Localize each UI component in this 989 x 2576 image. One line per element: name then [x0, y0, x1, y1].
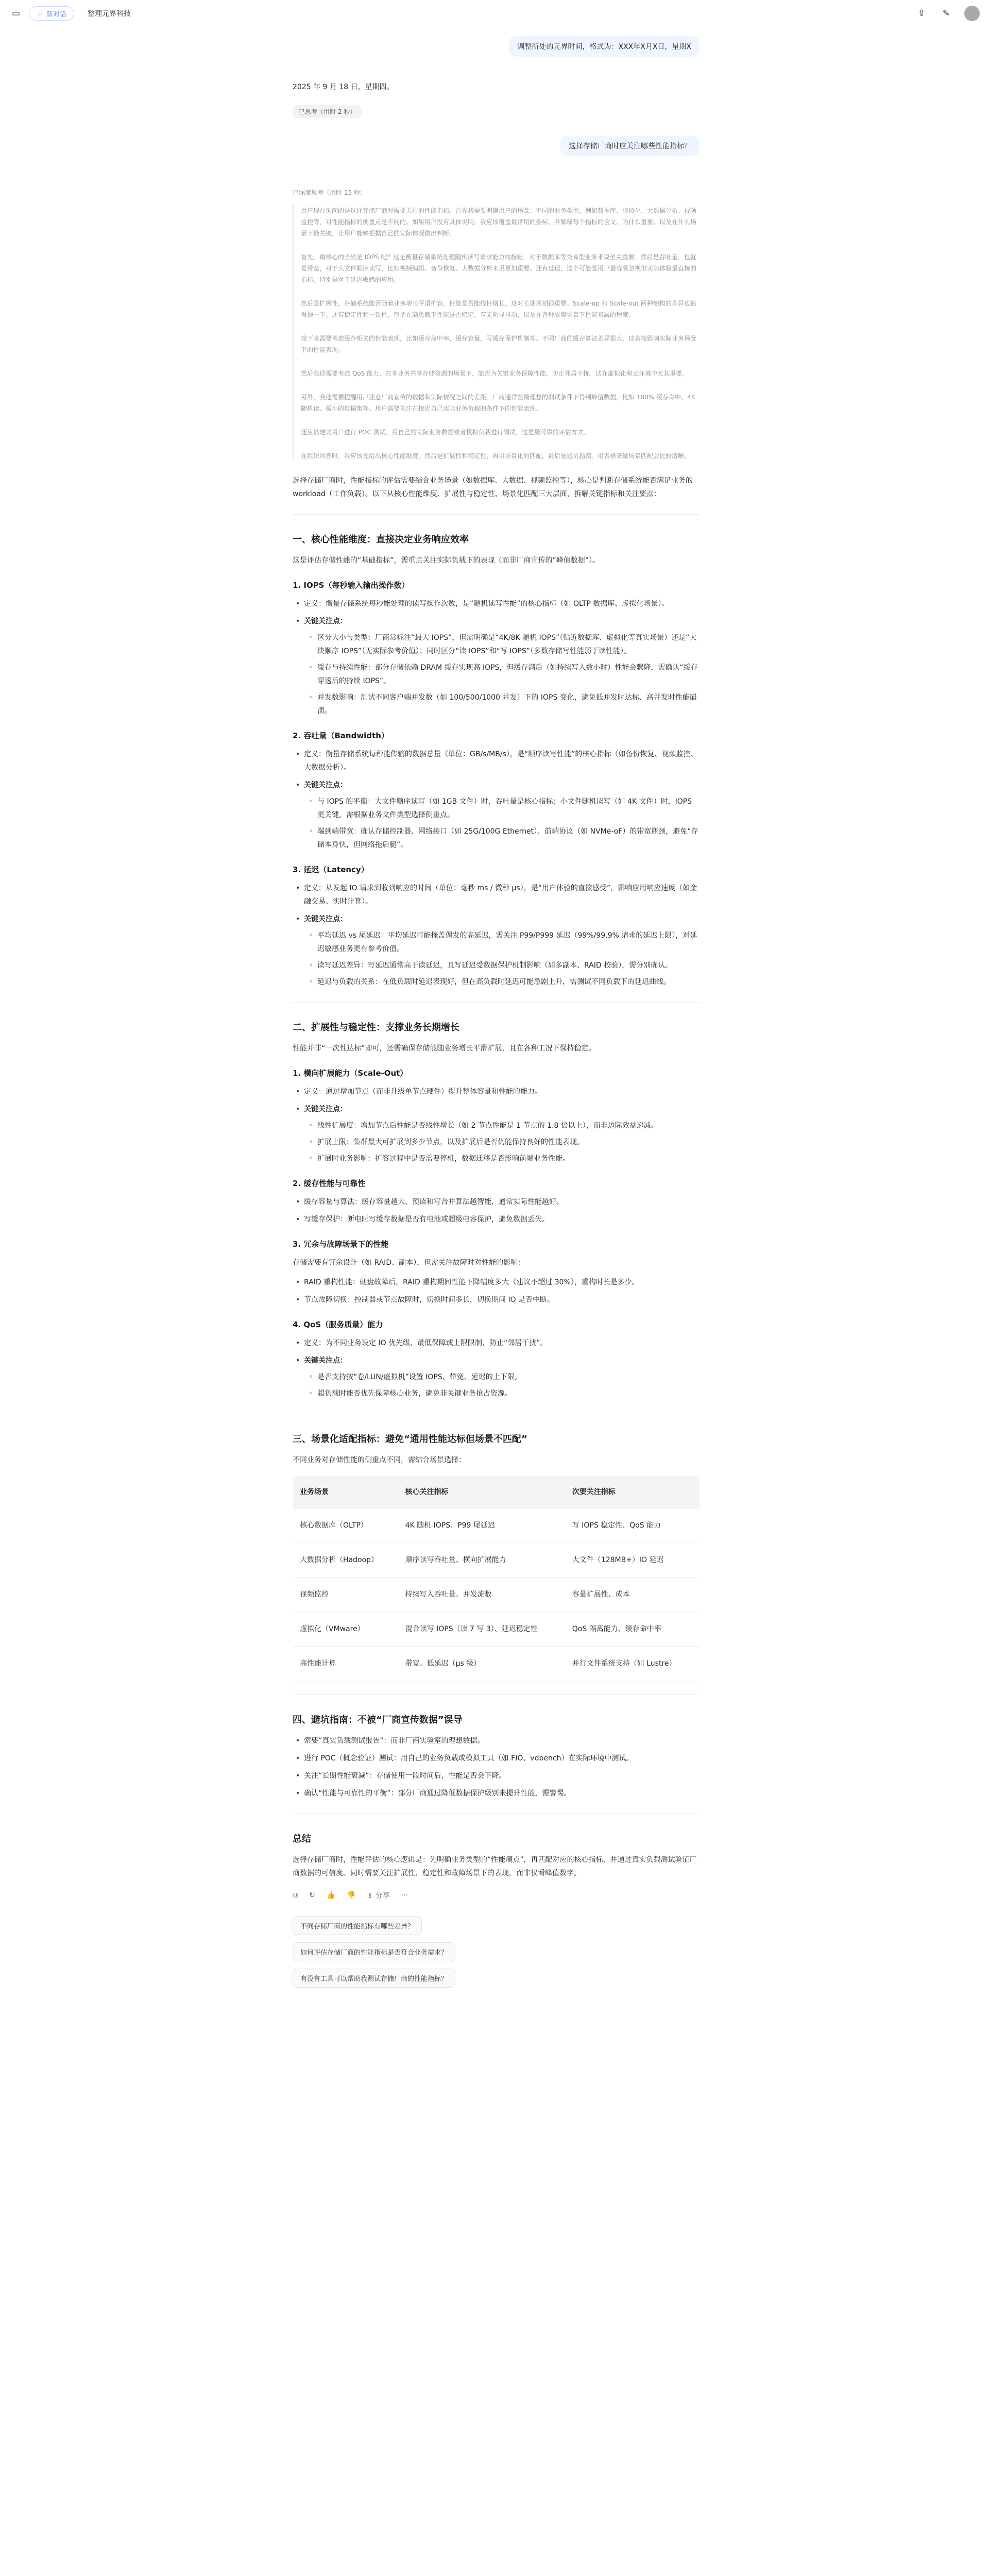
summary-text: 选择存储厂商时，性能评估的核心逻辑是：先明确业务类型的“性能痛点”，再匹配对应的核心指标，并通过真实负载测试验证厂商数据的可信度。同时需要关注扩展性、稳定性和故障场景下的表现，而非仅看峰值数字。: [293, 1856, 697, 1877]
dislike-icon[interactable]: 👎: [347, 1891, 356, 1900]
table-cell: 并行文件系统支持（如 Lustre）: [565, 1647, 700, 1681]
assistant-date-answer: 2025 年 9 月 18 日，星期四。: [293, 83, 394, 91]
chat-column: [293, 36, 700, 1988]
list-item: ◦ 读写延迟差异：写延迟通常高于读延迟，且写延迟受数据保护机制影响（如多副本、RAID 校验），需分别确认。: [317, 959, 700, 972]
section-desc: 不同业务对存储性能的侧重点不同，需结合场景选择：: [293, 1456, 466, 1464]
list-item: ◦ 延迟与负载的关系：在低负载时延迟表现好，但在高负载时延迟可能急剧上升，需测试不同负载下的延迟曲线。: [317, 975, 700, 989]
list-item: ◦ 区分大小与类型：厂商常标注“最大 IOPS”，但需明确是“4K/8K 随机 IOPS”（贴近数据库、虚拟化等真实场景）还是“大块顺序 IOPS”（无实际参考价值）；同时区分“读 IOPS”和“写 IOPS”（多数存储写性能弱于读性能）。: [317, 631, 700, 658]
thinking-paragraph: 然后是扩展性，存储系统能否随着业务增长平滑扩容，性能是否能线性增长，这对长期规划很重要。Scale-up 和 Scale-out 两种架构的差异也值得提一下。还有稳定性和一致性，包括在高负载下性能是否稳定，有无明显抖动，以及在各种故障场景下性能衰减的程度。: [301, 300, 696, 318]
focus-label: 关键关注点：: [304, 617, 347, 625]
list-item: • 定义：为不同业务设定 IO 优先级、最低保障或上限限制，防止“邻居干扰”。: [304, 1336, 700, 1350]
table-cell: 核心数据库（OLTP）: [293, 1509, 398, 1543]
user-message: 选择存储厂商时应关注哪些性能指标？: [560, 135, 700, 156]
table-row: [293, 1543, 700, 1578]
focus-label: 关键关注点：: [304, 1357, 347, 1365]
thinking-paragraph: 还应该建议用户进行 POC 测试，用自己的实际业务数据或者模拟负载进行测试，这是最可靠的评估方式。: [301, 429, 590, 436]
suggestion-list: [293, 1916, 700, 1988]
bullet-list: [293, 1336, 700, 1400]
list-item: [304, 1103, 700, 1165]
share-icon: ⇪: [367, 1892, 376, 1900]
table-row: [293, 1509, 700, 1543]
subsection-title: 2. 缓存性能与可靠性: [293, 1179, 366, 1188]
message-actions: [293, 1890, 700, 1901]
divider: [293, 1694, 700, 1695]
thinking-paragraph: 另外，我还需要提醒用户注意厂商宣传的数据和实际情况之间的差距。厂商通常在最理想的测试条件下得到峰值数据，比如 100% 缓存命中、4K 随机读、极小的数据集等。用户需要关注在接近自己实际业务负载的条件下的性能表现。: [301, 394, 695, 412]
list-item: • RAID 重构性能：硬盘故障后，RAID 重构期间性能下降幅度多大（建议不超过 30%），重构时长是多少。: [304, 1276, 700, 1289]
table-cell: 高性能计算: [293, 1647, 398, 1681]
section-desc: 这是评估存储性能的“基础指标”，需重点关注实际负载下的表现（而非厂商宣传的“峰值数据”）。: [293, 556, 600, 565]
more-button[interactable]: ···: [401, 1891, 408, 1900]
table-cell: 4K 随机 IOPS、P99 尾延迟: [398, 1509, 565, 1543]
section-desc: 性能并非“一次性达标”即可，还需确保存储能随业务增长平滑扩展，且在各种工况下保持稳定。: [293, 1044, 596, 1053]
user-message-row: [293, 135, 700, 156]
bullet-list: [293, 1734, 700, 1800]
share-icon[interactable]: ⇪: [917, 8, 926, 19]
list-item: [304, 615, 700, 718]
suggestion-chip[interactable]: 有没有工具可以帮助我测试存储厂商的性能指标？: [293, 1969, 455, 1988]
table-cell: QoS 隔离能力、缓存命中率: [565, 1612, 700, 1647]
divider: [293, 1002, 700, 1003]
bullet-list: [293, 1085, 700, 1165]
list-item: ◦ 与 IOPS 的平衡：大文件顺序读写（如 1GB 文件）时，吞吐量是核心指标；小文件随机读写（如 4K 文件）时，IOPS 更关键，需根据业务文件类型选择侧重点。: [317, 795, 700, 822]
thinking-paragraph: 接下来需要考虑缓存相关的性能表现，比如缓存命中率、缓存容量、写缓存保护机制等。不同厂商的缓存算法差异很大，这直接影响实际业务场景下的性能表现。: [301, 335, 697, 353]
table-header-row: [293, 1476, 700, 1509]
edit-icon[interactable]: ✎: [942, 8, 950, 19]
table-header: 次要关注指标: [565, 1476, 700, 1509]
thinking-paragraph: 首先，最核心的当然是 IOPS 吧？这是衡量存储系统处理随机读写请求能力的指标，对于数据库等交易型业务来说至关重要。然后是吞吐量，也就是带宽，对于大文件顺序读写，比如视频编辑、备份恢复、大数据分析来说更加重要。还有延迟，这个可能是用户最容易忽视但实际体验最直接的指标，特别是对于延迟敏感的应用。: [301, 253, 697, 283]
bullet-list: [293, 1276, 700, 1307]
bullet-list: [293, 597, 700, 718]
section-desc: 存储需要有冗余设计（如 RAID、副本），但需关注故障时对性能的影响：: [293, 1259, 525, 1267]
subsection-title: 3. 延迟（Latency）: [293, 865, 369, 874]
thinking-header[interactable]: 已深度思考（用时 15 秒）: [293, 189, 366, 196]
list-item: • 缓存容量与算法：缓存容量越大、预读和写合并算法越智能，通常实际性能越好。: [304, 1195, 700, 1209]
thinking-paragraph: 然后我还需要考虑 QoS 能力，在多业务共享存储资源的场景下，能否为关键业务保障性能，防止邻居干扰。这在虚拟化和云环境中尤其重要。: [301, 370, 689, 377]
table-cell: 带宽、低延迟（μs 级）: [398, 1647, 565, 1681]
thinking-paragraph: 在组织回答时，我应该先给出核心性能维度，然后是扩展性和稳定性，再讲场景化的匹配，最后是避坑指南。用表格来做场景匹配会比较清晰。: [301, 452, 691, 460]
table-cell: 顺序读写吞吐量、横向扩展能力: [398, 1543, 565, 1578]
list-item: • 定义：通过增加节点（而非升级单节点硬件）提升整体容量和性能的能力。: [304, 1085, 700, 1098]
list-item: • 写缓存保护：断电时写缓存数据是否有电池或超级电容保护，避免数据丢失。: [304, 1213, 700, 1226]
list-item: [304, 912, 700, 989]
sub-list: [304, 1119, 700, 1165]
avatar[interactable]: [964, 6, 980, 21]
share-label: 分享: [375, 1892, 390, 1900]
plus-icon: ＋: [37, 10, 44, 19]
new-chat-label: 新对话: [46, 10, 67, 19]
user-message: 调整所处的元界时间，格式为：XXX年X月X日，星期X: [509, 36, 700, 57]
list-item: ◦ 平均延迟 vs 尾延迟：平均延迟可能掩盖偶发的高延迟，需关注 P99/P999 延迟（99%/99.9% 请求的延迟上限），对延迟敏感业务更有参考价值。: [317, 929, 700, 956]
suggestion-chip[interactable]: 如何评估存储厂商的性能指标是否符合业务需求？: [293, 1942, 455, 1961]
list-item: ◦ 超负载时能否优先保障核心业务，避免非关键业务抢占资源。: [317, 1387, 700, 1400]
table-cell: 大文件（128MB+）IO 延迟: [565, 1543, 700, 1578]
share-button[interactable]: [367, 1890, 390, 1901]
focus-label: 关键关注点：: [304, 915, 347, 923]
like-icon[interactable]: 👍: [326, 1891, 336, 1900]
assistant-answer: [293, 474, 700, 1880]
bullet-list: [293, 882, 700, 989]
section-title: 二、扩展性与稳定性：支撑业务长期增长: [293, 1022, 459, 1033]
table-cell: 写 IOPS 稳定性、QoS 能力: [565, 1509, 700, 1543]
list-item: ◦ 线性扩展度：增加节点后性能是否线性增长（如 2 节点性能是 1 节点的 1.8 倍以上），而非边际效益递减。: [317, 1119, 700, 1132]
list-item: ◦ 扩展时业务影响：扩容过程中是否需要停机，数据迁移是否影响前端业务性能。: [317, 1152, 700, 1165]
table-cell: 视频监控: [293, 1578, 398, 1612]
section-title: 四、避坑指南：不被“厂商宣传数据”误导: [293, 1715, 463, 1725]
sub-list: [304, 631, 700, 718]
sub-list: [304, 1370, 700, 1400]
table-row: [293, 1612, 700, 1647]
subsection-title: 4. QoS（服务质量）能力: [293, 1320, 383, 1329]
regenerate-icon[interactable]: ↻: [309, 1891, 315, 1900]
thinking-paragraph: 用户现在询问的是选择存储厂商时需要关注的性能指标。首先我需要明确用户的场景：不同的业务类型，例如数据库、虚拟化、大数据分析、视频监控等，对性能指标的侧重点是不同的。如果用户没有具体说明，我应该覆盖最常用的指标，并解释每个指标的含义、为什么重要、以及在什么场景下最关键，让用户能够根据自己的实际情况做出判断。: [301, 207, 697, 237]
thought-toggle[interactable]: 已思考（用时 2 秒）: [293, 105, 362, 118]
subsection-title: 1. 横向扩展能力（Scale-Out）: [293, 1069, 408, 1078]
list-item: ◦ 端到端带宽：确认存储控制器、网络接口（如 25G/100G Ethernet）、前端协议（如 NVMe-oF）的带宽瓶颈，避免“存储本身快，但网络拖后腿”。: [317, 825, 700, 852]
list-item: ◦ 是否支持按“卷/LUN/虚拟机”设置 IOPS、带宽、延迟的上下限。: [317, 1370, 700, 1384]
list-item: • 定义：衡量存储系统每秒能处理的读写操作次数，是“随机读写性能”的核心指标（如 OLTP 数据库、虚拟化场景）。: [304, 597, 700, 611]
answer-intro: 选择存储厂商时，性能指标的评估需要结合业务场景（如数据库、大数据、视频监控等），核心是判断存储系统能否满足业务的 workload（工作负载）。以下从核心性能维度、扩展性与稳定性、场景化匹配三大层面，拆解关键指标和关注要点：: [293, 477, 693, 498]
sidebar-toggle-icon[interactable]: ▭: [11, 8, 21, 19]
divider: [293, 514, 700, 515]
subsection-title: 1. IOPS（每秒输入输出操作数）: [293, 581, 410, 590]
new-chat-button[interactable]: [29, 6, 74, 21]
thinking-block: [293, 205, 700, 462]
subsection-title: 3. 冗余与故障场景下的性能: [293, 1240, 389, 1249]
subsection-title: 2. 吞吐量（Bandwidth）: [293, 731, 389, 740]
table-cell: 混合读写 IOPS（读 7 写 3）、延迟稳定性: [398, 1612, 565, 1647]
sub-list: [304, 795, 700, 852]
list-item: ◦ 缓存与持续性能：部分存储依赖 DRAM 缓存实现高 IOPS，但缓存满后（如持续写入数小时）性能会骤降，需确认“缓存穿透后的持续 IOPS”。: [317, 661, 700, 688]
list-item: • 关注“长期性能衰减”：存储使用一段时间后，性能是否会下降。: [304, 1769, 700, 1783]
user-message-row: [293, 36, 700, 57]
list-item: • 定义：从发起 IO 请求到收到响应的时间（单位：毫秒 ms / 微秒 μs），是“用户体验的直接感受”，影响应用响应速度（如金融交易、实时计算）。: [304, 882, 700, 908]
list-item: • 索要“真实负载测试报告”：而非厂商实验室的理想数据。: [304, 1734, 700, 1748]
list-item: ◦ 扩展上限：集群最大可扩展到多少节点，以及扩展后是否仍能保持良好的性能表现。: [317, 1136, 700, 1149]
conversation-title[interactable]: 整理元界科技: [88, 10, 131, 18]
scenario-table: [293, 1476, 700, 1681]
bullet-list: [293, 748, 700, 852]
bullet-list: [293, 1195, 700, 1226]
focus-label: 关键关注点：: [304, 781, 347, 789]
table-header: 核心关注指标: [398, 1476, 565, 1509]
section-title: 总结: [293, 1834, 311, 1844]
section-title: 三、场景化适配指标：避免“通用性能达标但场景不匹配”: [293, 1434, 527, 1445]
list-item: [304, 778, 700, 852]
sub-list: [304, 929, 700, 989]
table-row: [293, 1647, 700, 1681]
table-header: 业务场景: [293, 1476, 398, 1509]
table-cell: 容量扩展性、成本: [565, 1578, 700, 1612]
list-item: ◦ 并发数影响：测试不同客户端并发数（如 100/500/1000 并发）下的 IOPS 变化，避免低并发时达标、高并发时性能崩溃。: [317, 691, 700, 718]
table-cell: 虚拟化（VMware）: [293, 1612, 398, 1647]
section-title: 一、核心性能维度：直接决定业务响应效率: [293, 534, 469, 545]
table-cell: 大数据分析（Hadoop）: [293, 1543, 398, 1578]
list-item: [304, 1354, 700, 1400]
list-item: • 节点故障切换：控制器或节点故障时，切换时间多长，切换期间 IO 是否中断。: [304, 1293, 700, 1307]
table-row: [293, 1578, 700, 1612]
copy-icon[interactable]: ⧉: [293, 1891, 298, 1900]
list-item: • 定义：衡量存储系统每秒能传输的数据总量（单位：GB/s/MB/s），是“顺序读写性能”的核心指标（如备份恢复、视频监控、大数据分析）。: [304, 748, 700, 774]
top-bar: [0, 0, 989, 27]
suggestion-chip[interactable]: 不同存储厂商的性能指标有哪些差异？: [293, 1916, 422, 1935]
list-item: • 确认“性能与可靠性的平衡”：部分厂商通过降低数据保护级别来提升性能，需警惕。: [304, 1787, 700, 1800]
table-cell: 持续写入吞吐量、并发流数: [398, 1578, 565, 1612]
list-item: • 进行 POC（概念验证）测试：用自己的业务负载或模拟工具（如 FIO、vdbench）在实际环境中测试。: [304, 1752, 700, 1765]
focus-label: 关键关注点：: [304, 1105, 347, 1113]
